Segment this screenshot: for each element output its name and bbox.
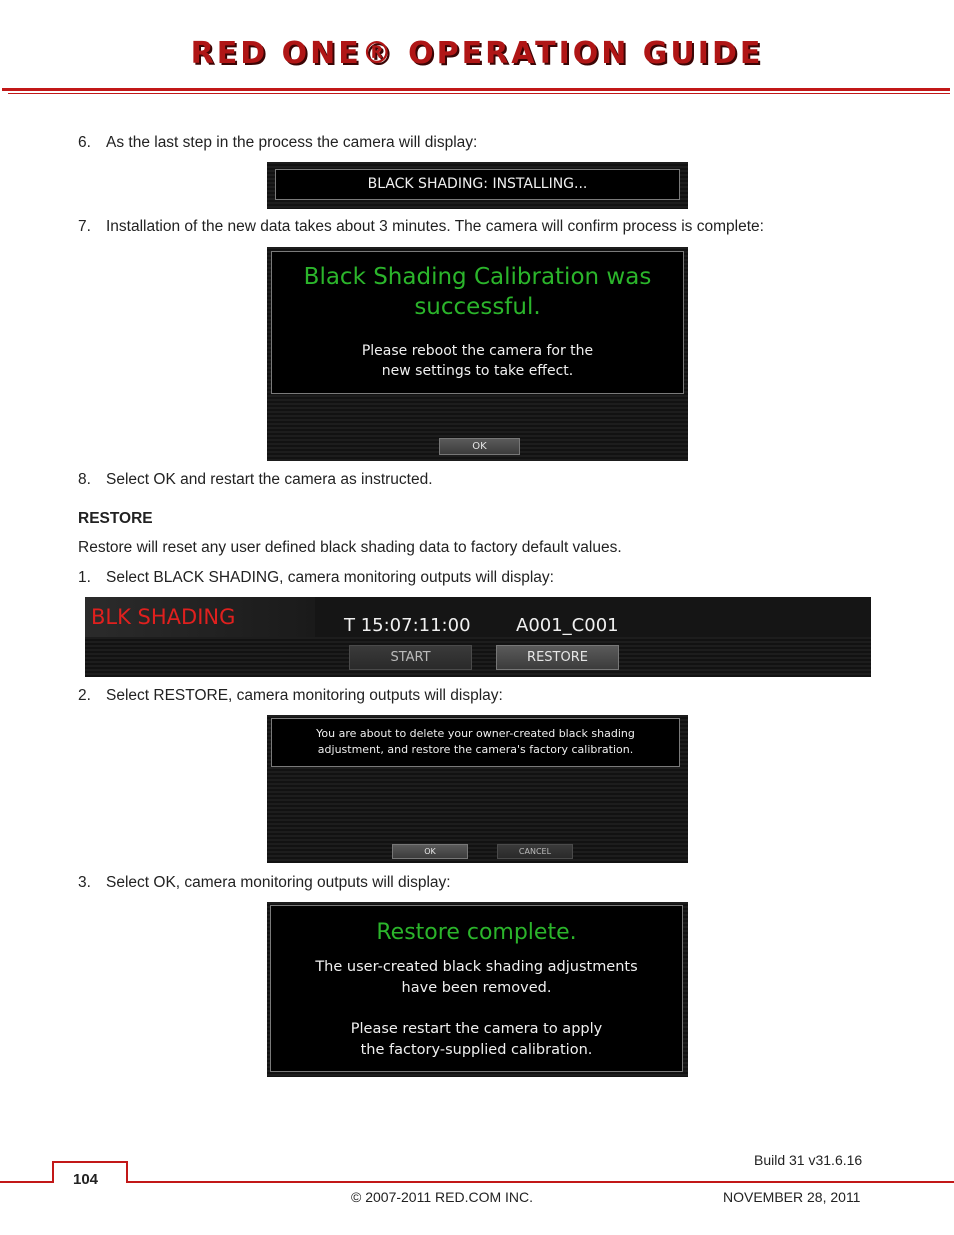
blk-shading-screenshot (85, 597, 871, 677)
step-number: 7. (78, 218, 91, 235)
footer-divider-left (0, 1181, 54, 1183)
success-title-line1: Black Shading Calibration was (303, 264, 652, 290)
restored-msg-line4: the factory-supplied calibration. (360, 1042, 593, 1058)
confirm-msg-line2: adjustment, and restore the camera's factory calibration. (317, 743, 634, 756)
success-screenshot (267, 247, 688, 461)
step-text: Select RESTORE, camera monitoring outputs will display: (106, 687, 503, 704)
restore-step-2 (78, 687, 503, 705)
header-divider (2, 88, 950, 91)
step-text: Installation of the new data takes about 3 minutes. The camera will confirm process is complete: (106, 218, 764, 235)
start-button[interactable]: START (349, 645, 472, 670)
restored-msg-line2: have been removed. (401, 980, 552, 996)
restore-intro: Restore will reset any user defined black shading data to factory default values. (78, 539, 622, 556)
footer-divider-right (126, 1181, 954, 1183)
restored-title: Restore complete. (376, 920, 577, 945)
step-number: 1. (78, 569, 91, 586)
blk-lower-band (85, 637, 871, 677)
step-number: 2. (78, 687, 91, 704)
page-number: 104 (73, 1171, 99, 1188)
restored-msg-line3: Please restart the camera to apply (350, 1021, 603, 1037)
clip-name: A001_C001 (516, 615, 619, 636)
restored-panel (270, 905, 683, 1072)
timecode: T 15:07:11:00 (344, 615, 471, 636)
confirm-panel (271, 718, 680, 767)
ok-button[interactable]: OK (392, 844, 468, 859)
build-version: Build 31 v31.6.16 (754, 1152, 863, 1168)
step-6 (78, 134, 477, 152)
ok-button[interactable]: OK (439, 438, 520, 455)
restored-msg-line1: The user-created black shading adjustments (315, 959, 638, 975)
step-text: As the last step in the process the camera will display: (106, 134, 478, 151)
footer-date: NOVEMBER 28, 2011 (723, 1189, 861, 1205)
restore-button[interactable]: RESTORE (496, 645, 619, 670)
step-number: 8. (78, 471, 91, 488)
installing-text: BLACK SHADING: INSTALLING... (367, 176, 588, 192)
success-msg-line1: Please reboot the camera for the (361, 343, 594, 359)
cancel-button[interactable]: CANCEL (497, 844, 573, 859)
success-msg-line2: new settings to take effect. (381, 363, 574, 379)
step-number: 6. (78, 134, 91, 151)
step-number: 3. (78, 874, 91, 891)
success-title-line2: successful. (414, 294, 541, 320)
installing-screenshot (267, 162, 688, 209)
installing-panel (275, 169, 680, 200)
step-text: Select OK and restart the camera as instructed. (106, 471, 433, 488)
copyright: © 2007-2011 RED.COM INC. (351, 1189, 534, 1205)
restored-screenshot (267, 902, 688, 1077)
header-divider-thin (8, 93, 950, 94)
confirm-screenshot (267, 715, 688, 863)
restore-step-1 (78, 569, 554, 587)
success-panel (271, 251, 684, 394)
step-text: Select OK, camera monitoring outputs will display: (106, 874, 451, 891)
step-text: Select BLACK SHADING, camera monitoring outputs will display: (106, 569, 554, 586)
restore-heading: RESTORE (78, 510, 153, 527)
step-7 (78, 218, 764, 236)
confirm-msg-line1: You are about to delete your owner-created black shading (316, 727, 635, 740)
blk-shading-label: BLK SHADING (91, 605, 236, 629)
restore-step-3 (78, 874, 451, 892)
page-title: RED ONE® OPERATION GUIDE (190, 36, 764, 71)
step-8 (78, 471, 433, 489)
